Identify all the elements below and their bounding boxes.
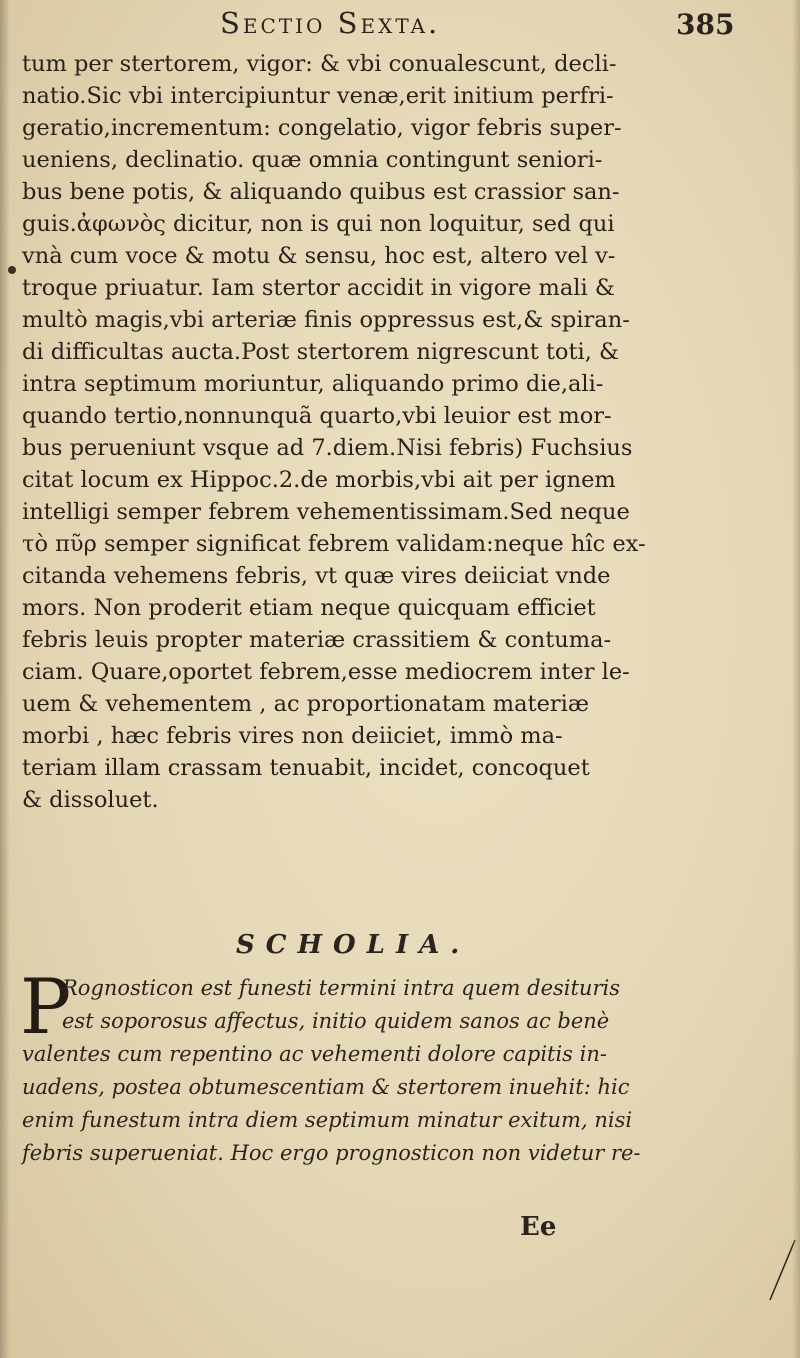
- text-line: multò magis,vbi arteriæ finis oppressus est,& spiran-: [22, 307, 630, 333]
- text-line: vnà cum voce & motu & sensu, hoc est, altero vel v-: [22, 243, 616, 269]
- page-header: [0, 0, 800, 50]
- text-line: bus bene potis, & aliquando quibus est crassior san-: [22, 179, 620, 205]
- text-line: citanda vehemens febris, vt quæ vires deiiciat vnde: [22, 563, 611, 589]
- scholia-line: enim funestum intra diem septimum minatur exitum, nisi: [22, 1108, 633, 1132]
- text-line: morbi , hæc febris vires non deiiciet, immò ma-: [22, 723, 563, 749]
- text-line: troque priuatur. Iam stertor accidit in vigore mali &: [22, 275, 615, 301]
- text-line: tum per stertorem, vigor: & vbi conualescunt, decli-: [22, 51, 617, 77]
- scholia-text: [20, 962, 722, 1170]
- text-line: mors. Non proderit etiam neque quicquam efficiet: [22, 595, 596, 621]
- scholia-line: valentes cum repentino ac vehementi dolore capitis in-: [22, 1042, 607, 1066]
- running-head: Sectio Sexta.: [220, 6, 441, 40]
- catchword: Ee: [520, 1212, 557, 1242]
- scholia-heading: SCHOLIA.: [236, 930, 471, 960]
- scholia-line: uadens, postea obtumescentiam & stertorem inuehit: hic: [22, 1075, 630, 1099]
- text-line: geratio,incrementum: congelatio, vigor febris super-: [22, 115, 622, 141]
- text-line: febris leuis propter materiæ crassitiem & contuma-: [22, 627, 612, 653]
- text-line: bus perueniunt vsque ad 7.diem.Nisi febris) Fuchsius: [22, 435, 633, 461]
- text-line: τὸ πῦρ semper significat febrem validam:neque hîc ex-: [22, 531, 646, 557]
- text-line: di difficultas aucta.Post stertorem nigrescunt toti, &: [22, 339, 620, 365]
- scholia-line: Rognosticon est funesti termini intra quem desituris: [62, 976, 620, 1000]
- text-line: quando tertio,nonnunquã quarto,vbi leuior est mor-: [22, 403, 612, 429]
- page-number: 385: [676, 8, 735, 41]
- main-text: [22, 48, 722, 816]
- text-line: uem & vehementem , ac proportionatam materiæ: [22, 691, 590, 717]
- text-line: intra septimum moriuntur, aliquando primo die,ali-: [22, 371, 604, 397]
- text-line: guis.ἀφωνὸς dicitur, non is qui non loquitur, sed qui: [22, 211, 615, 237]
- scholia-line: febris superueniat. Hoc ergo prognosticon non videtur re-: [22, 1141, 641, 1165]
- text-line: teriam illam crassam tenuabit, incidet, concoquet: [22, 755, 590, 781]
- text-line: citat locum ex Hippoc.2.de morbis,vbi ait per ignem: [22, 467, 616, 493]
- text-line: intelligi semper febrem vehementissimam.Sed neque: [22, 499, 630, 525]
- text-line: ueniens, declinatio. quæ omnia contingunt seniori-: [22, 147, 603, 173]
- text-line: ciam. Quare,oportet febrem,esse mediocrem inter le-: [22, 659, 630, 685]
- scholia-line: est soporosus affectus, initio quidem sanos ac benè: [62, 1009, 610, 1033]
- text-line: natio.Sic vbi intercipiuntur venæ,erit initium perfri-: [22, 83, 614, 109]
- text-line: & dissoluet.: [22, 787, 159, 813]
- drop-capital: P: [20, 962, 72, 1051]
